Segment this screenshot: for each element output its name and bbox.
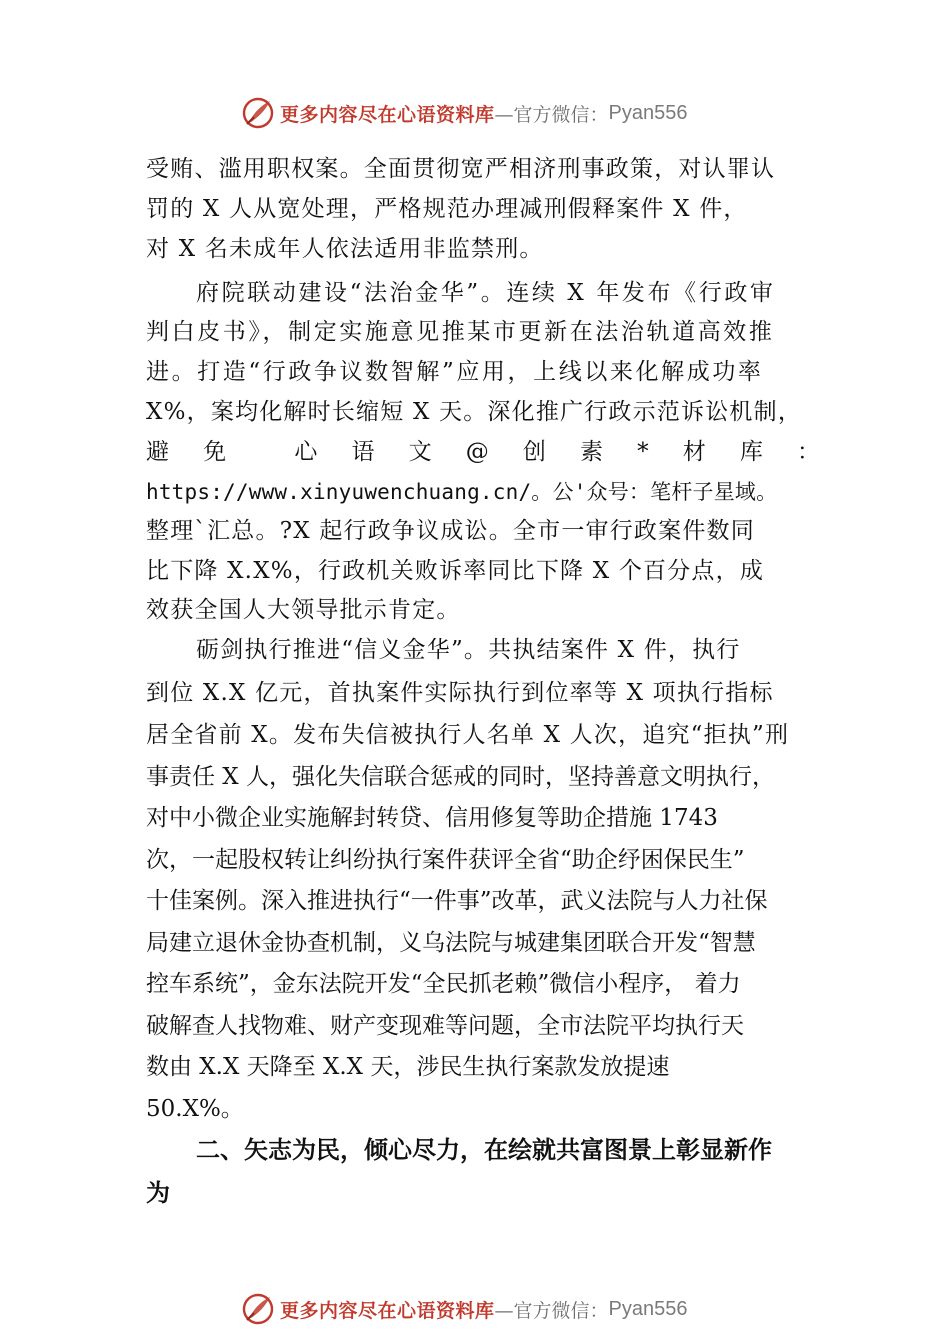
text-line: 对 X 名未成年人依法适用非监禁刑。 bbox=[146, 236, 544, 262]
text-line: X%，案均化解时长缩短 X 天。深化推广行政示范诉讼机制， bbox=[146, 399, 803, 425]
text-line: 50.X%。 bbox=[146, 1096, 244, 1122]
spread-char: * bbox=[637, 439, 649, 465]
url-line: https://www.xinyuwenchuang.cn/。公'众号：笔杆子星域。 bbox=[146, 480, 778, 504]
text-line: 数由 X.X 天降至 X.X 天，涉民生执行案款发放提速 bbox=[146, 1054, 670, 1080]
text-line: 进。打造“行政争议数智解”应用，上线以来化解成功率 bbox=[146, 359, 764, 385]
watermark-footer bbox=[240, 1291, 800, 1327]
text-line: 效获全国人大领导批示肯定。 bbox=[146, 597, 461, 623]
text-line: 到位 X.X 亿元，首执案件实际执行到位率等 X 项执行指标 bbox=[146, 680, 774, 706]
spread-char: 创 bbox=[522, 439, 546, 465]
text-line: 整理`汇总。?X 起行政争议成讼。全市一审行政案件数同 bbox=[146, 518, 755, 544]
text-line: 府院联动建设“法治金华”。连续 X 年发布《行政审 bbox=[196, 280, 776, 306]
text-line: 居全省前 X。发布失信被执行人名单 X 人次，追究“拒执”刑 bbox=[146, 722, 790, 748]
spread-char: 免 bbox=[203, 439, 227, 465]
spread-char: 避 bbox=[146, 439, 169, 465]
spread-char: 文 bbox=[408, 439, 432, 465]
quill-logo-icon bbox=[240, 1291, 276, 1327]
watermark-wechat-id: Pyan556 bbox=[608, 1297, 688, 1320]
spread-char: 素 bbox=[580, 439, 603, 465]
text-line: 砺剑执行推进“信义金华”。共执结案件 X 件，执行 bbox=[196, 637, 741, 663]
watermark-wechat-id: Pyan556 bbox=[608, 101, 688, 124]
text-line: 受贿、滥用职权案。全面贯彻宽严相济刑事政策，对认罪认 bbox=[146, 156, 776, 182]
text-line: 局建立退休金协查机制，义乌法院与城建集团联合开发“智慧 bbox=[146, 930, 756, 956]
text-line: 十佳案例。深入推进执行“一件事”改革，武义法院与人力社保 bbox=[146, 888, 768, 914]
spread-char: ： bbox=[797, 439, 820, 465]
text-line: 比下降 X.X%，行政机关败诉率同比下降 X 个百分点，成 bbox=[146, 558, 765, 584]
watermark-brand: 更多内容尽在心语资料库 bbox=[280, 103, 495, 126]
text-line: 破解查人找物难、财产变现难等问题，全市法院平均执行天 bbox=[146, 1013, 744, 1039]
spread-char: 库 bbox=[739, 439, 763, 465]
spread-text-line bbox=[146, 436, 820, 468]
section-heading-cont: 为 bbox=[146, 1179, 170, 1207]
watermark-official-label: —官方微信： bbox=[494, 1299, 609, 1322]
text-line: 罚的 X 人从宽处理，严格规范办理减刑假释案件 X 件， bbox=[146, 196, 748, 222]
text-line: 对中小微企业实施解封转贷、信用修复等助企措施 1743 bbox=[146, 805, 718, 831]
watermark-brand: 更多内容尽在心语资料库 bbox=[280, 1299, 495, 1322]
text-line: 事责任 X 人，强化失信联合惩戒的同时，坚持善意文明执行， bbox=[146, 764, 775, 790]
watermark-official-label: —官方微信： bbox=[494, 103, 609, 126]
text-line: 次，一起股权转让纠纷执行案件获评全省“助企纾困保民生” bbox=[146, 847, 745, 873]
text-line: 判白皮书》，制定实施意见推某市更新在法治轨道高效推 bbox=[146, 319, 775, 345]
section-heading: 二、矢志为民，倾心尽力，在绘就共富图景上彰显新作 bbox=[196, 1136, 772, 1164]
spread-char: 心 bbox=[294, 439, 318, 465]
text-line: 控车系统”，金东法院开发“全民抓老赖”微信小程序， 着力 bbox=[146, 971, 741, 997]
spread-char: 语 bbox=[351, 439, 375, 465]
spread-char: 材 bbox=[682, 439, 706, 465]
spread-char: @ bbox=[465, 439, 489, 465]
